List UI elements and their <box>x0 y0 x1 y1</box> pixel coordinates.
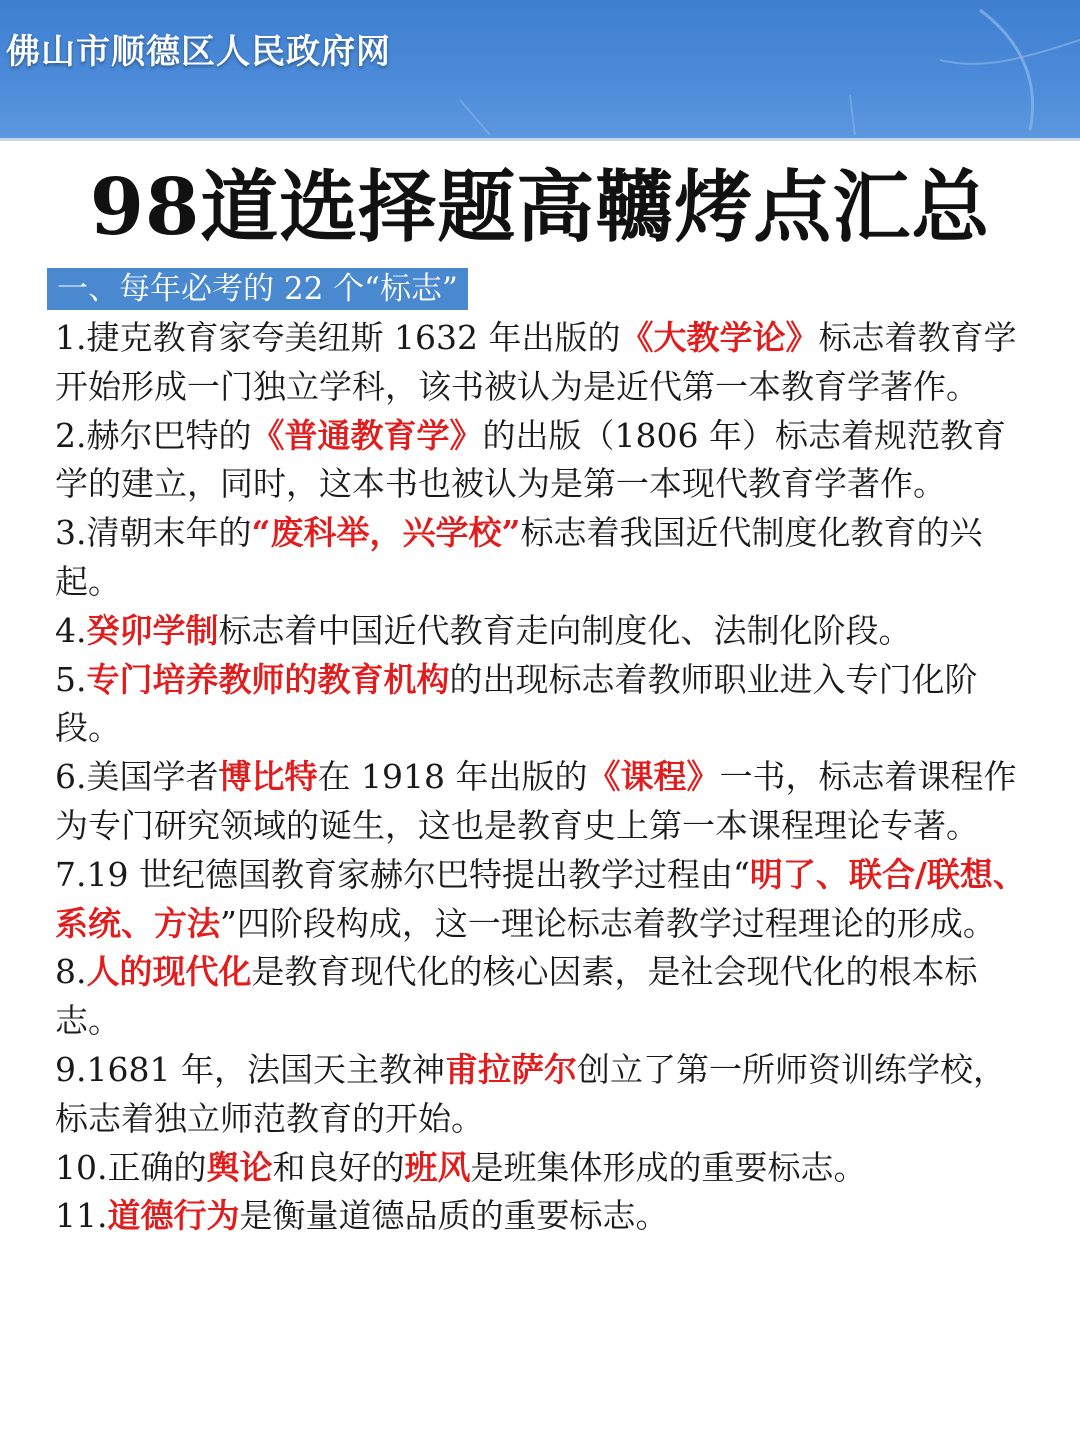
page-title: 98道选择题高韉烤点汇总 <box>89 162 991 253</box>
item-text: 标志着教育学开始形成一门独立学科，该书被认为是近代第一本教育学著作。 <box>55 318 1017 406</box>
highlighted-text: 道德行为 <box>107 1196 240 1236</box>
item-list <box>55 314 1030 1241</box>
site-name: 佛山市顺德区人民政府网 <box>6 32 391 72</box>
list-item <box>55 753 1030 851</box>
item-text: 标志着我国近代制度化教育的兴起。 <box>55 513 983 601</box>
item-text: ”四阶段构成，这一理论标志着教学过程理论的形成。 <box>220 903 996 943</box>
highlighted-text: 《课程》 <box>587 757 720 797</box>
item-text: 是教育现代化的核心因素，是社会现代化的根本标志。 <box>55 952 978 1041</box>
item-text: 的出版（1806 年）标志着规范教育学的建立，同时，这本书也被认为是第一本现代教育学著作。 <box>55 415 1006 504</box>
highlighted-text: 博比特 <box>218 757 318 797</box>
item-text: 1.捷克教育家夸美纽斯 1632 年出版的 <box>55 318 621 357</box>
list-item <box>55 1144 1030 1193</box>
highlighted-text: 癸卯学制 <box>86 610 219 650</box>
highlighted-text: 甫拉萨尔 <box>444 1049 577 1089</box>
highlighted-text: 明了、联合/联想、系统、方法 <box>55 854 1026 943</box>
list-item <box>55 851 1030 949</box>
header-banner <box>0 0 1080 141</box>
highlighted-text: 班风 <box>404 1147 471 1187</box>
item-text: 在 1918 年出版的 <box>317 757 588 797</box>
highlighted-text: “废科举，兴学校” <box>251 513 521 553</box>
highlighted-text: 人的现代化 <box>86 952 252 992</box>
list-item <box>55 412 1030 510</box>
highlighted-text: 专门培养教师的教育机构 <box>86 659 450 699</box>
list-item <box>55 1046 1030 1144</box>
highlighted-text: 舆论 <box>206 1147 273 1187</box>
item-text: 7.19 世纪德国教育家赫尔巴特提出教学过程由“ <box>55 854 750 894</box>
item-text: 11. <box>55 1196 108 1236</box>
item-text: 2.赫尔巴特的 <box>55 415 252 455</box>
list-item <box>55 1192 1030 1241</box>
list-item <box>55 509 1030 607</box>
list-item <box>55 948 1030 1046</box>
item-text: 的出现标志着教师职业进入专门化阶段。 <box>55 659 978 748</box>
item-text: 标志着中国近代教育走向制度化、法制化阶段。 <box>218 610 912 650</box>
item-text: 10.正确的 <box>55 1147 207 1187</box>
item-text: 3.清朝末年的 <box>55 513 252 553</box>
item-text: 9.1681 年，法国天主教神 <box>55 1049 445 1089</box>
item-text: 6.美国学者 <box>55 757 219 797</box>
item-text: 和良好的 <box>272 1147 405 1187</box>
item-text: 8. <box>55 952 87 992</box>
item-text: 5. <box>55 659 87 699</box>
decorative-lines-graphic <box>380 0 1080 138</box>
item-text: 4. <box>55 610 87 650</box>
section-heading: 一、每年必考的 22 个“标志” <box>47 268 468 310</box>
highlighted-text: 《大教学论》 <box>620 318 819 357</box>
list-item <box>55 314 1030 412</box>
item-text: 是班集体形成的重要标志。 <box>470 1147 867 1187</box>
item-text: 创立了第一所师资训练学校，标志着独立师范教育的开始。 <box>55 1049 1006 1138</box>
item-text: 是衡量道德品质的重要标志。 <box>239 1196 669 1236</box>
item-text: 一书，标志着课程作为专门研究领域的诞生，这也是教育史上第一本课程理论专著。 <box>55 757 1017 845</box>
list-item <box>55 607 1030 656</box>
highlighted-text: 《普通教育学》 <box>251 415 483 455</box>
list-item <box>55 656 1030 754</box>
